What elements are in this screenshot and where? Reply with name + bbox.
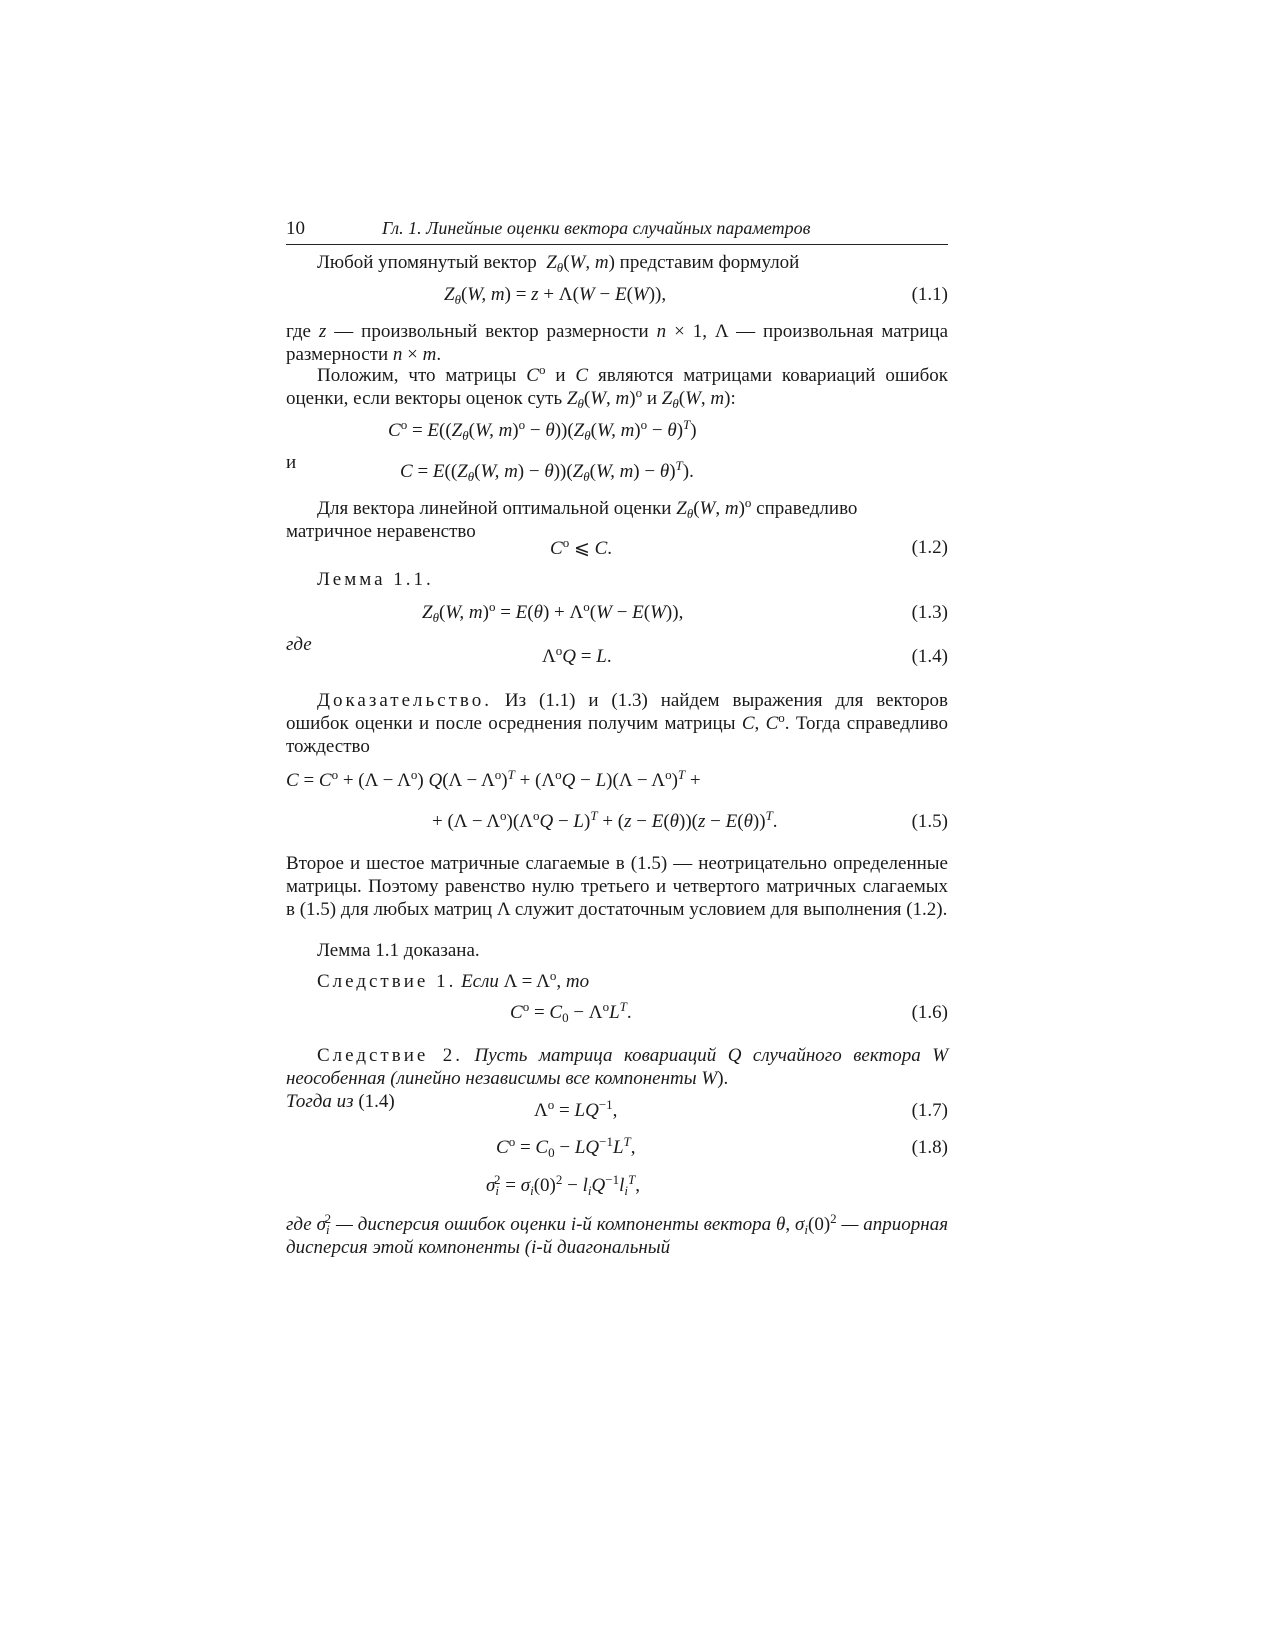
- corollary-1: Следствие 1. Если $\Lambda = \Lambda^o$, то: [317, 968, 590, 992]
- equation-number: (1.5): [911, 811, 948, 832]
- equation-number: (1.6): [911, 1002, 948, 1023]
- equation-1-8: $C^o = C_0 - LQ^{-1}L^T$, (1.8): [496, 1134, 948, 1160]
- equation-number: (1.3): [911, 602, 948, 623]
- equation-covariance-optimal: $C^o = E((Z_\theta(W$, $m)^o - \theta))(Z_\theta(W$, m)$^o$ − θ)$^T$): [388, 417, 697, 443]
- equation-1-3: $Z_\theta(W$, $m)^o = E(\theta) + \Lambda^o(W - E(W))$, (1.3): [422, 599, 948, 625]
- paragraph-variance-definition: где $\sigma_i^2$ — дисперсия ошибок оценки i-й компоненты вектора θ, $\sigma_i(0)^2$ — априорная дисперсия этой компоненты (i-й диагональный: [286, 1211, 949, 1258]
- corollary-2-label: Следствие 2.: [317, 1045, 464, 1066]
- equation-variance: $\sigma_i^2 = \sigma_i(0)^2 - l_iQ^{-1}l_i^T$,: [486, 1172, 640, 1198]
- paragraph-inequality: Для вектора линейной оптимальной оценки $Z_\theta(W$, m)$^o$ справедливо матричное неравенство: [286, 495, 858, 542]
- proof-label: Доказательство.: [317, 690, 492, 711]
- equation-1-6: $C^o = C_0 - \Lambda^oL^T$. (1.6): [510, 999, 948, 1025]
- equation-number: (1.2): [911, 537, 948, 558]
- equation-number: (1.8): [911, 1137, 948, 1158]
- lemma-label: Лемма 1.1.: [317, 569, 434, 590]
- equation-number: (1.1): [911, 284, 948, 305]
- where-label: где: [286, 634, 312, 655]
- paragraph-covariance: Положим, что матрицы $C^o$ и C являются матрицами ковариаций ошибок оценки, если векторы оценок суть $Z_\theta(W$, m)$^o$ и $Z_\theta(W$, m):: [286, 362, 949, 411]
- equation-covariance: $C = E((Z_\theta(W$, $m) - \theta))(Z_\theta(W$, m) − θ)$^T$).: [400, 458, 694, 484]
- equation-number: (1.4): [911, 646, 948, 667]
- corollary-2: Следствие 2. Пусть матрица ковариаций Q случайного вектора W неособенная (линейно независимы все компоненты W).: [286, 1045, 949, 1089]
- equation-1-2: $C^o$ ⩽ C. (1.2): [550, 535, 948, 559]
- equation-1-1: $Z_\theta(W$, m) = z + Λ(W − E(W)), (1.1): [444, 284, 948, 307]
- paragraph-argument: Второе и шестое матричные слагаемые в (1.5) — неотрицательно определенные матрицы. Поэтому равенство нулю третьего и четвертого матричных слагаемых в (1.5) для любых матриц Λ служит достаточным условием для выполнения (1.2).: [286, 853, 948, 920]
- running-header: [286, 218, 948, 245]
- equation-number: (1.7): [911, 1100, 948, 1121]
- corollary-2-then: Тогда из (1.4): [286, 1091, 395, 1112]
- equation-1-5-line-2: + $(\Lambda - \Lambda^o)(\Lambda^oQ - L)^T + (z - E(\theta))(z - E(\theta))^T$. (1.5): [432, 808, 948, 832]
- paragraph-definitions: где z — произвольный вектор размерности n × 1, Λ — произвольная матрица размерности n × m.: [286, 321, 949, 365]
- chapter-title: Гл. 1. Линейные оценки вектора случайных параметров: [382, 218, 811, 238]
- equation-1-5-line-1: $C = C^o + (\Lambda - \Lambda^o) Q(\Lambda - \Lambda^o)^T + (\Lambda^oQ - L)(\Lambda - \Lambda^o)^T$ +: [286, 767, 701, 791]
- equation-1-7: $\Lambda^o = LQ^{-1}$, (1.7): [534, 1097, 948, 1121]
- page-number: 10: [286, 218, 305, 239]
- paragraph-proof: Доказательство. Из (1.1) и (1.3) найдем выражения для векторов ошибок оценки и после осреднения получим матрицы C, $C^o$. Тогда справедливо тождество: [286, 690, 949, 757]
- paragraph-intro: Любой упомянутый вектор $Z_\theta(W$, m) представим формулой: [317, 252, 800, 275]
- equation-1-4: $\Lambda^oQ = L$. (1.4): [542, 643, 948, 667]
- corollary-1-label: Следствие 1.: [317, 971, 457, 992]
- lemma-proved: Лемма 1.1 доказана.: [317, 940, 480, 961]
- conjunction-and: и: [286, 452, 297, 473]
